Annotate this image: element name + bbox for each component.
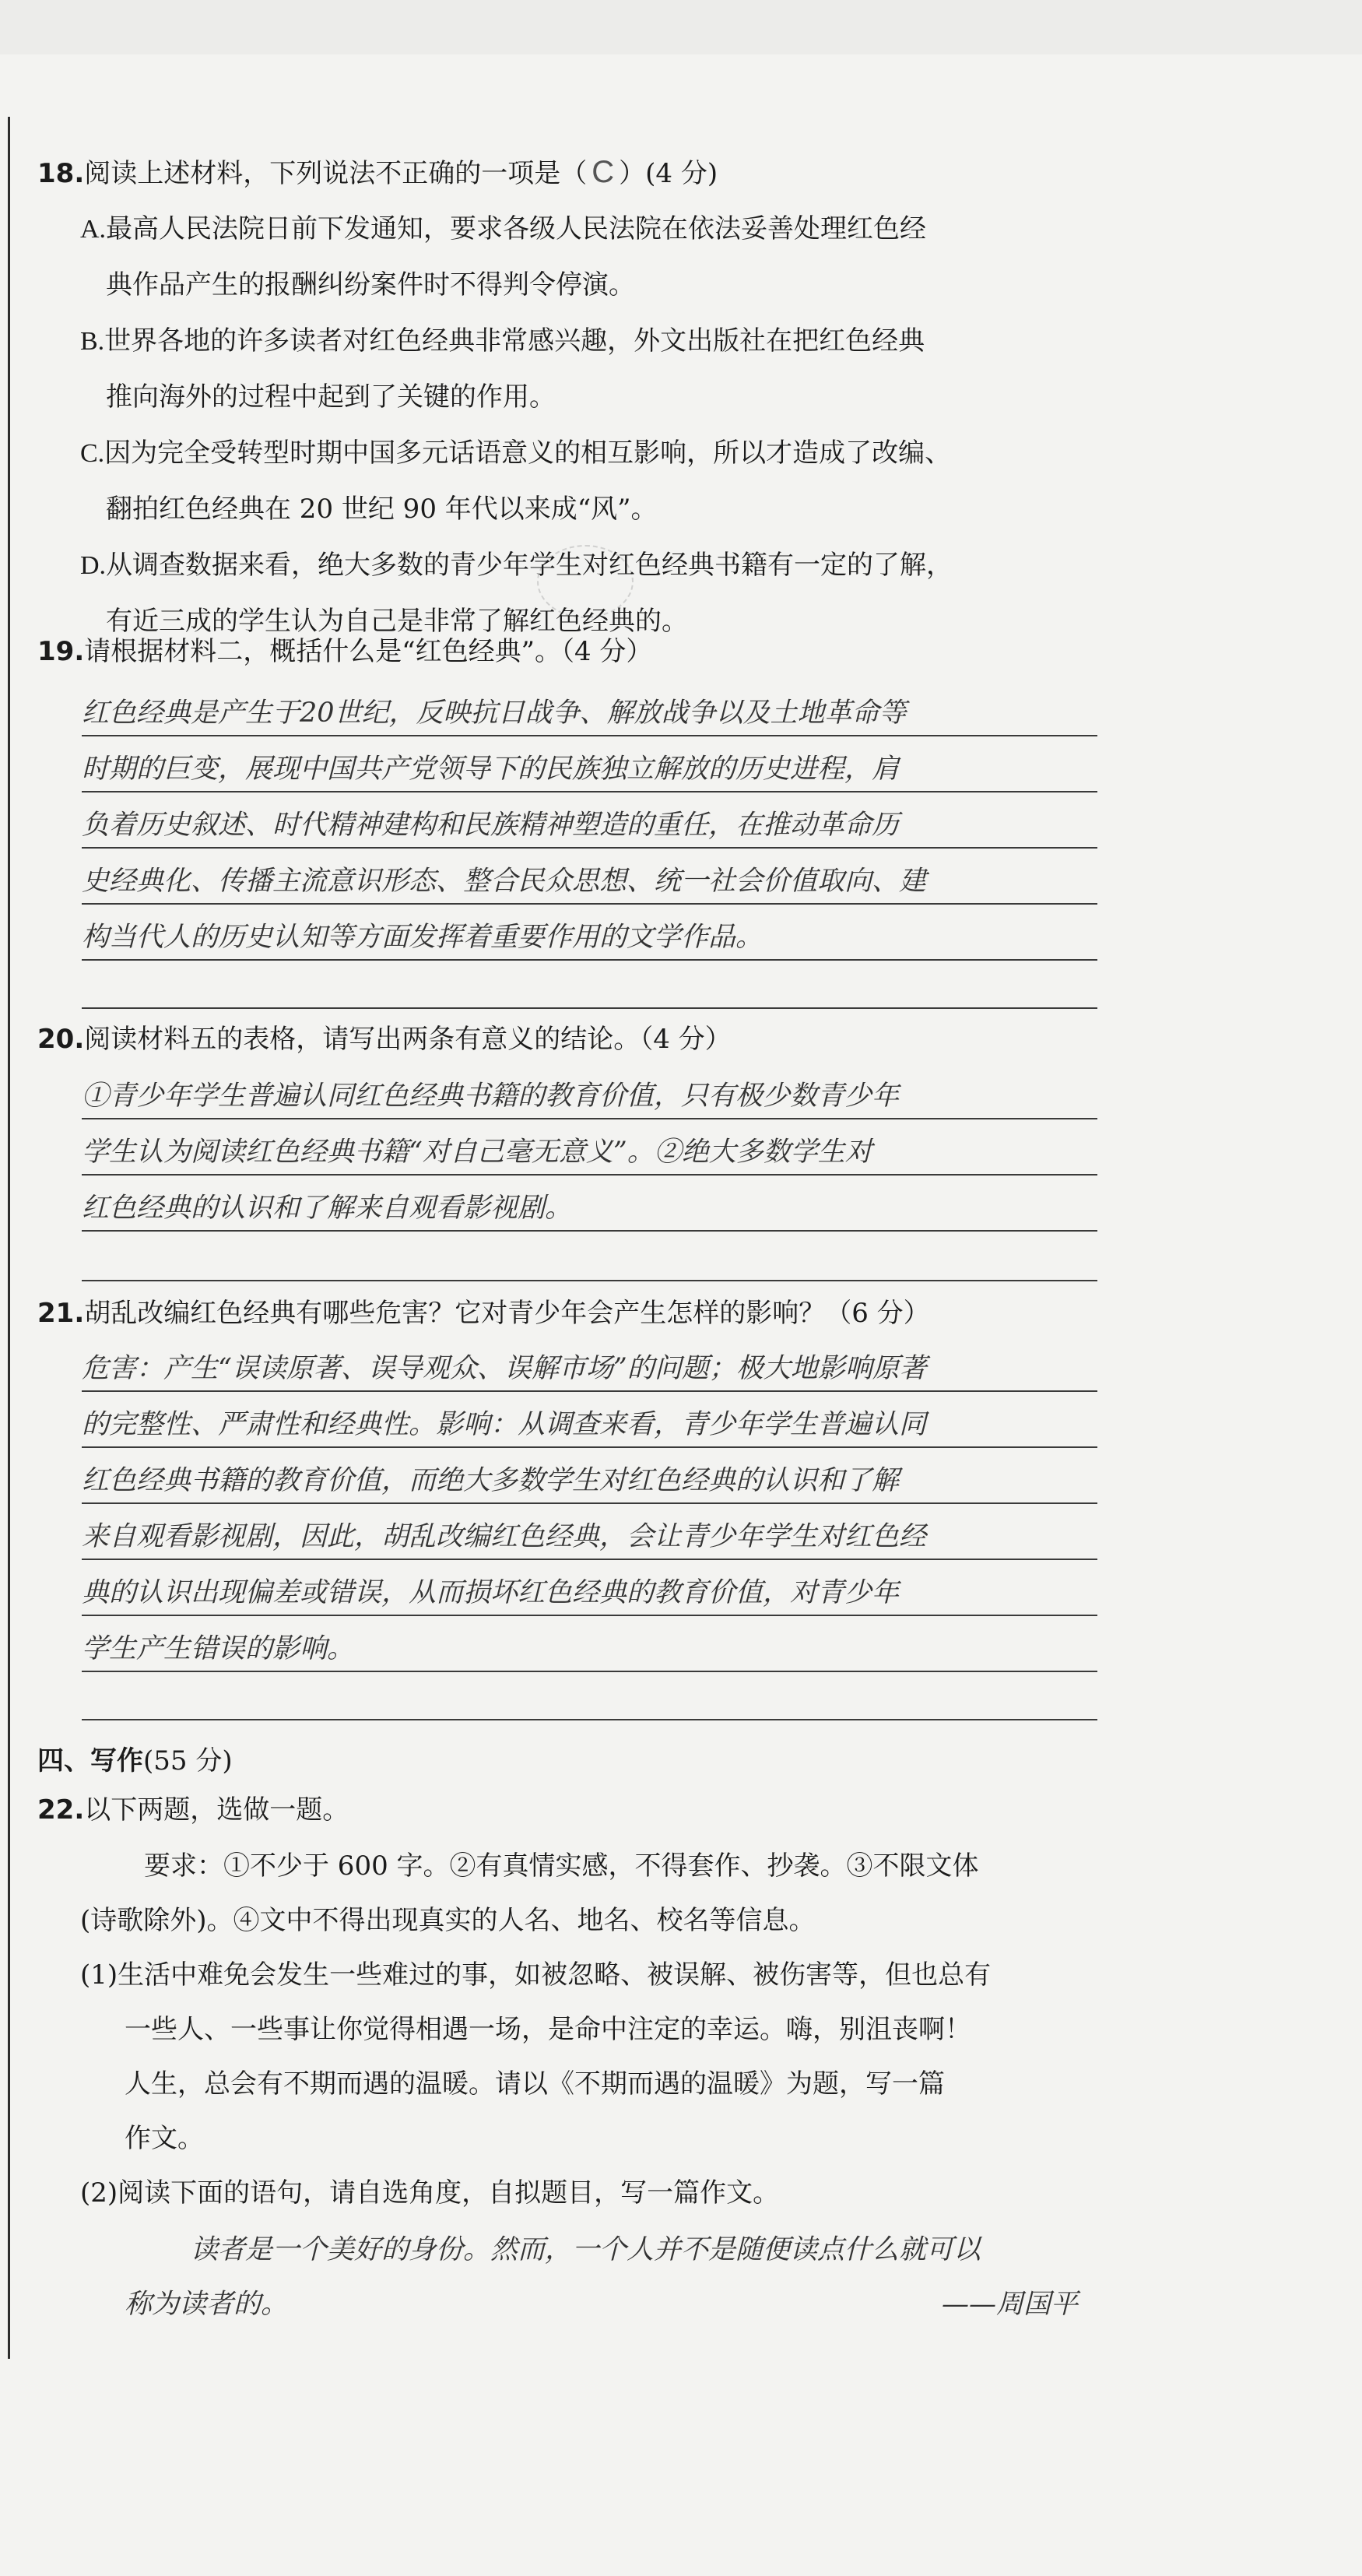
q21-answer-line: 的完整性、严肃性和经典性。影响：从调查来看，青少年学生普遍认同 — [82, 1409, 927, 1440]
q21-answer-line: 典的认识出现偏差或错误，从而损坏红色经典的教育价值，对青少年 — [82, 1577, 900, 1608]
q21-title: 21.胡乱改编红色经典有哪些危害？它对青少年会产生怎样的影响？（6 分） — [37, 1298, 930, 1329]
q18-option-b: B.世界各地的许多读者对红色经典非常感兴趣，外文出版社在把红色经典 — [80, 325, 925, 357]
q18-number: 18. — [37, 158, 85, 189]
q22-title: 22.以下两题，选做一题。 — [37, 1794, 349, 1826]
answer-rule — [82, 1559, 1097, 1560]
answer-rule — [82, 1007, 1097, 1009]
q18-option-b-line2: 推向海外的过程中起到了关键的作用。 — [106, 381, 556, 413]
answer-rule — [82, 847, 1097, 849]
q22-option1-line: 人生，总会有不期而遇的温暖。请以《不期而遇的温暖》为题，写一篇 — [125, 2068, 945, 2100]
q18-option-d-line2: 有近三成的学生认为自己是非常了解红色经典的。 — [106, 606, 688, 637]
q18-suffix: ）(4 分) — [619, 158, 718, 189]
left-margin-line — [8, 117, 10, 2359]
q19-answer-line: 时期的巨变，展现中国共产党领导下的民族独立解放的历史进程，肩 — [82, 754, 900, 785]
q22-option2: (2)阅读下面的语句，请自选角度，自拟题目，写一篇作文。 — [80, 2177, 780, 2209]
q20-answer-line: 红色经典的认识和了解来自观看影视剧。 — [82, 1193, 573, 1224]
scan-top-shadow — [0, 0, 1362, 54]
answer-rule — [82, 1280, 1097, 1281]
q19-answer-line: 红色经典是产生于20世纪，反映抗日战争、解放战争以及土地革命等 — [82, 698, 907, 729]
q22-option1-line: (1)生活中难免会发生一些难过的事，如被忽略、被误解、被伤害等，但也总有 — [80, 1959, 992, 1991]
q18-prompt: 阅读上述材料，下列说法不正确的一项是（ — [84, 158, 588, 189]
answer-rule — [82, 1118, 1097, 1119]
q18-answer: C — [591, 155, 615, 189]
q20-answer-line: ①青少年学生普遍认同红色经典书籍的教育价值，只有极少数青少年 — [82, 1081, 900, 1112]
q21-answer-line: 来自观看影视剧，因此，胡乱改编红色经典，会让青少年学生对红色经 — [82, 1521, 927, 1552]
q22-quote-author: ——周国平 — [942, 2289, 1079, 2320]
answer-rule — [82, 791, 1097, 792]
q21-answer-line: 红色经典书籍的教育价值，而绝大多数学生对红色经典的认识和了解 — [82, 1465, 900, 1496]
q22-option1-line: 作文。 — [125, 2123, 204, 2154]
q18-option-c: C.因为完全受转型时期中国多元话语意义的相互影响，所以才造成了改编、 — [80, 438, 952, 469]
q18-option-d: D.从调查数据来看，绝大多数的青少年学生对红色经典书籍有一定的了解， — [80, 550, 953, 581]
answer-rule — [82, 1230, 1097, 1232]
q18-option-a-line2: 典作品产生的报酬纠纷案件时不得判令停演。 — [106, 269, 635, 300]
q22-option1-line: 一些人、一些事让你觉得相遇一场，是命中注定的幸运。嗨，别沮丧啊！ — [125, 2014, 971, 2045]
q22-requirement-line: 要求：①不少于 600 字。②有真情实感，不得套作、抄袭。③不限文体 — [144, 1850, 979, 1882]
q20-title: 20.阅读材料五的表格，请写出两条有意义的结论。（4 分） — [37, 1024, 732, 1055]
answer-rule — [82, 1671, 1097, 1672]
answer-rule — [82, 1446, 1097, 1448]
q21-answer-line: 危害：产生“误读原著、误导观众、误解市场”的问题；极大地影响原著 — [82, 1353, 927, 1384]
q20-answer-line: 学生认为阅读红色经典书籍“对自己毫无意义”。②绝大多数学生对 — [82, 1137, 872, 1168]
q18-title — [37, 153, 718, 193]
answer-rule — [82, 1174, 1097, 1176]
section-writing-heading: 四、写作(55 分) — [37, 1745, 233, 1776]
q21-answer-line: 学生产生错误的影响。 — [82, 1633, 355, 1664]
answer-rule — [82, 1502, 1097, 1504]
q19-answer-line: 构当代人的历史认知等方面发挥着重要作用的文学作品。 — [82, 922, 763, 953]
answer-rule — [82, 959, 1097, 961]
q19-answer-line: 史经典化、传播主流意识形态、整合民众思想、统一社会价值取向、建 — [82, 866, 927, 897]
answer-rule — [82, 903, 1097, 905]
q19-answer-line: 负着历史叙述、时代精神建构和民族精神塑造的重任，在推动革命历 — [82, 810, 900, 841]
answer-rule — [82, 1390, 1097, 1392]
q22-quote-line: 读者是一个美好的身份。然而，一个人并不是随便读点什么就可以 — [191, 2234, 981, 2265]
q18-option-a: A.最高人民法院日前下发通知，要求各级人民法院在依法妥善处理红色经 — [80, 213, 927, 244]
answer-rule — [82, 735, 1097, 736]
answer-rule — [82, 1719, 1097, 1720]
q18-option-c-line2: 翻拍红色经典在 20 世纪 90 年代以来成“风”。 — [106, 494, 658, 525]
q22-quote-line: 称为读者的。 — [125, 2289, 289, 2320]
answer-rule — [82, 1615, 1097, 1616]
q22-requirement-line: (诗歌除外)。④文中不得出现真实的人名、地名、校名等信息。 — [80, 1905, 816, 1936]
q19-title: 19.请根据材料二，概括什么是“红色经典”。（4 分） — [37, 636, 653, 667]
